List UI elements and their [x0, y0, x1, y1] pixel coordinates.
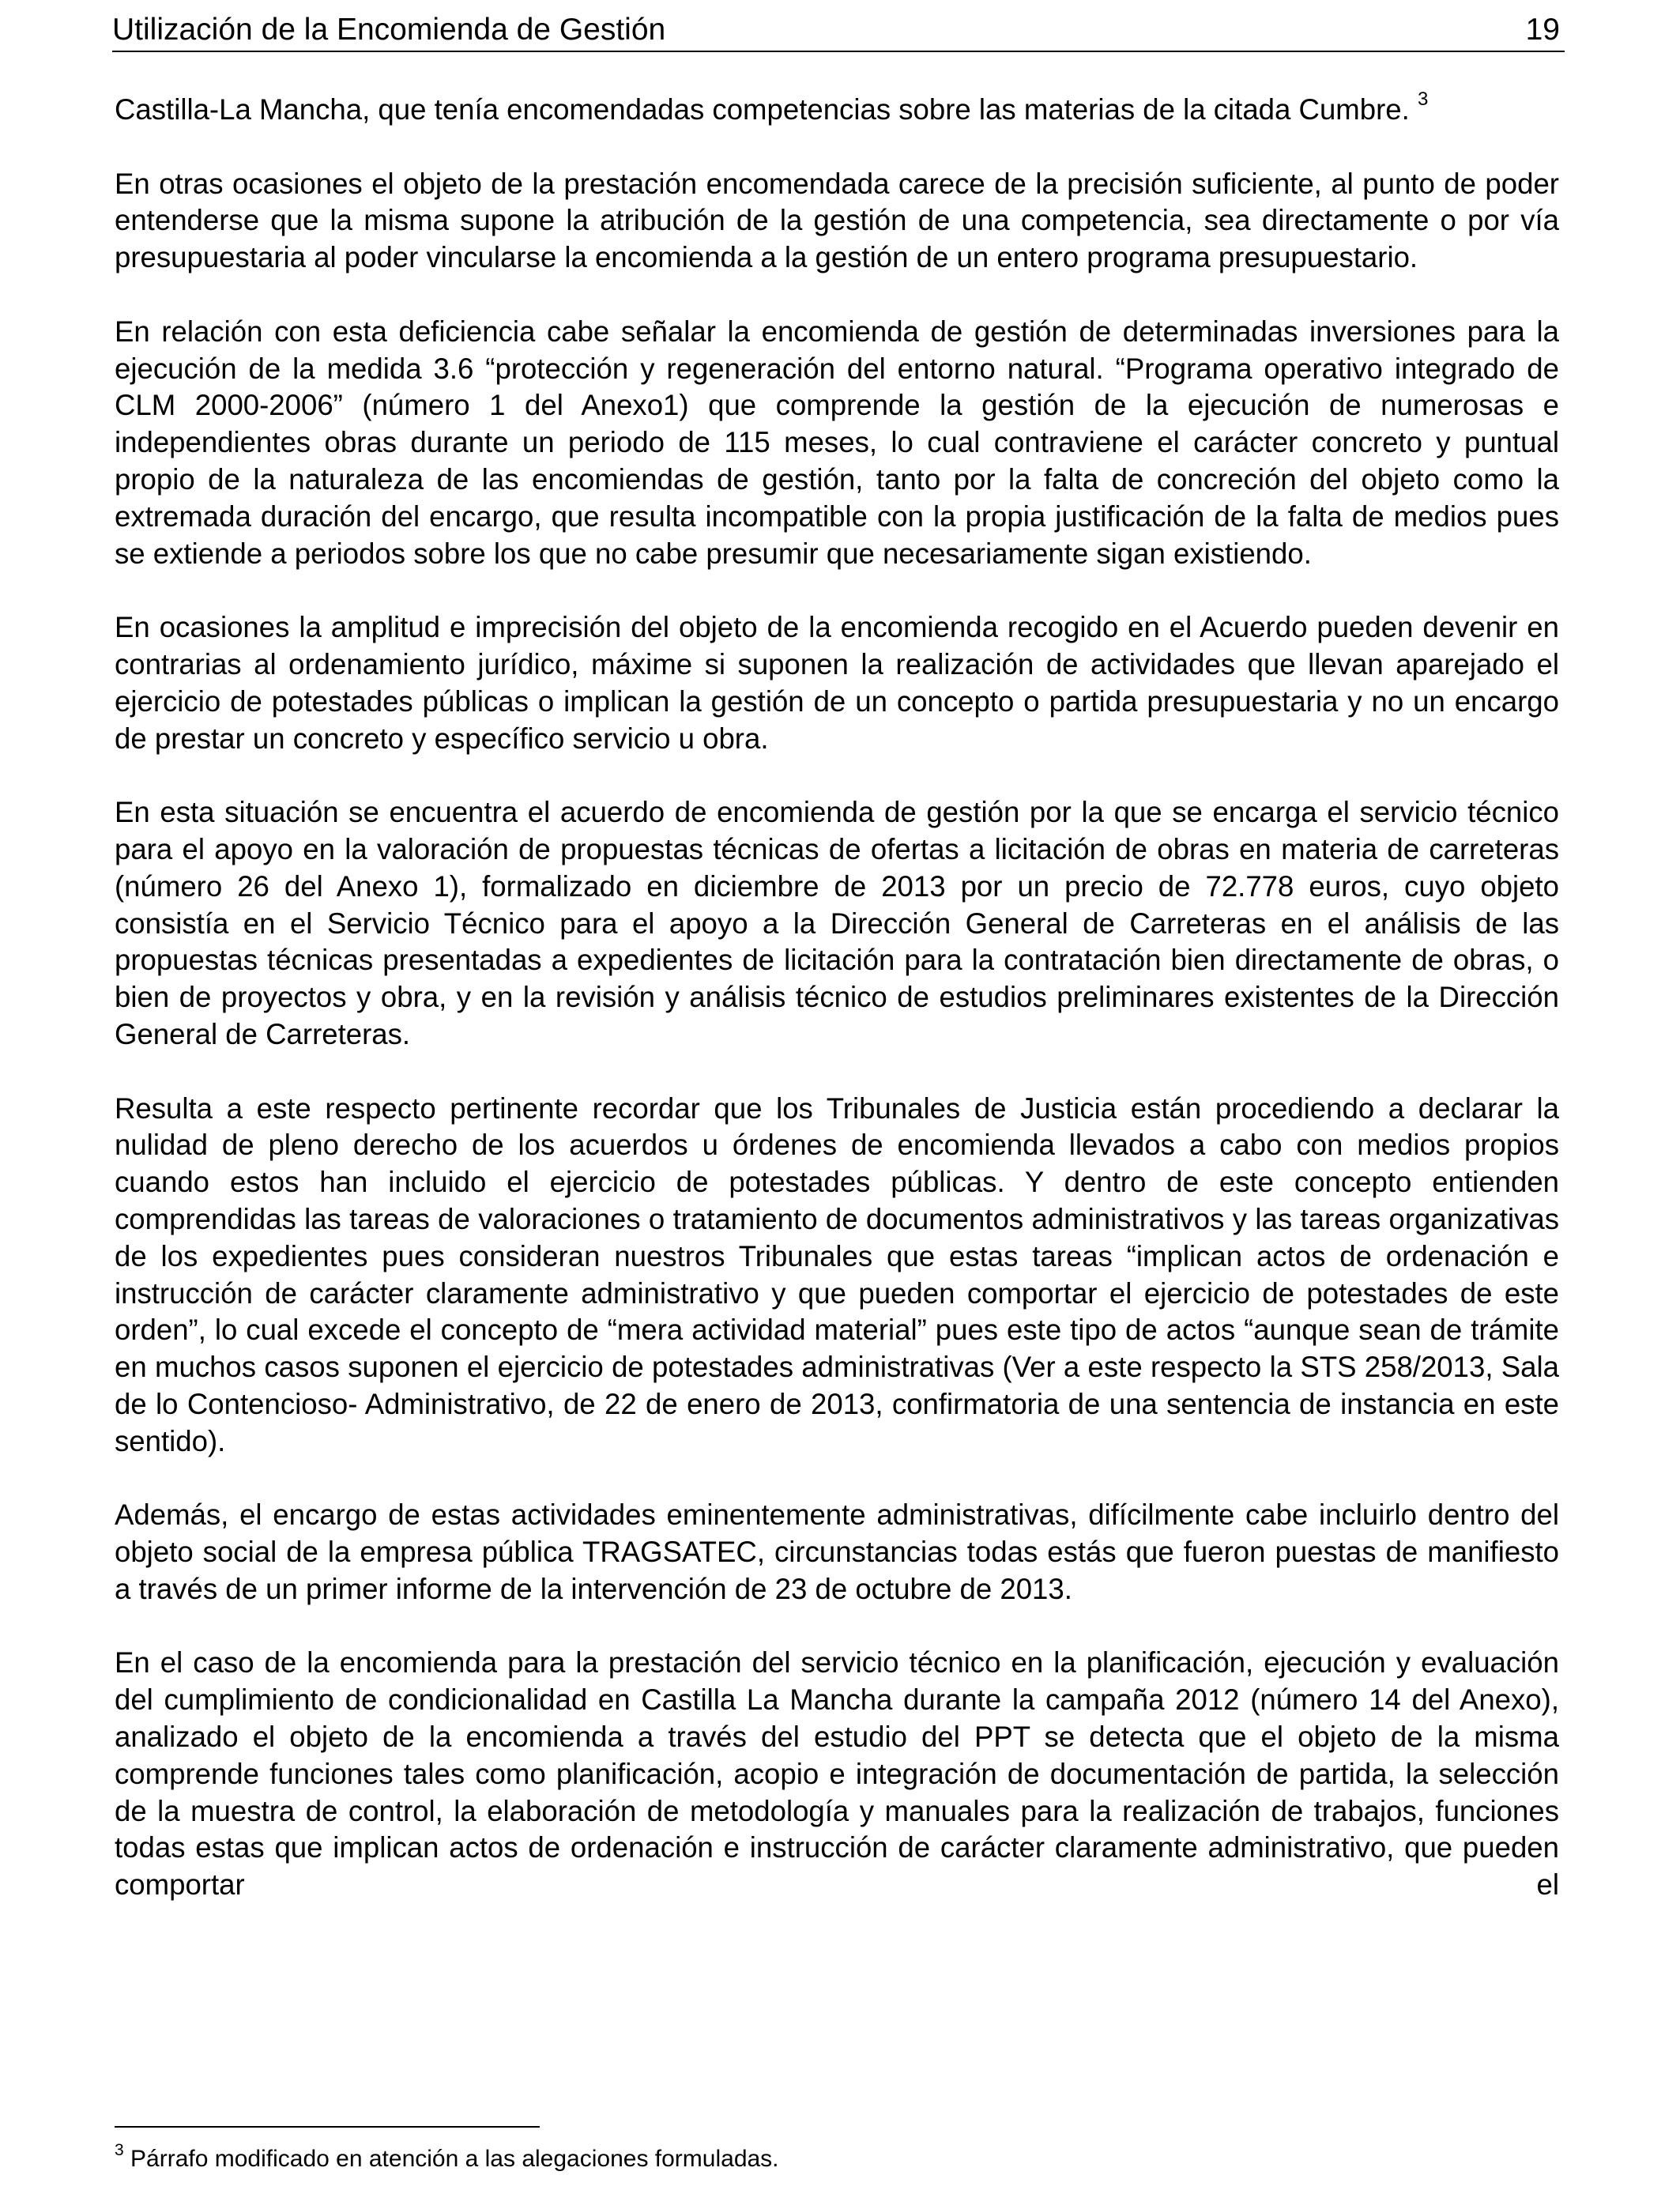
paragraph-2: En otras ocasiones el objeto de la prestación encomendada carece de la precisión suficiente, al punto de poder entenderse que la misma supone la atribución de la gestión de una competencia, sea directamente o por vía presupuestaria al poder vincularse la encomienda a la gestión de un entero programa presupuestario. — [115, 167, 1559, 274]
footnote-number: 3 — [115, 2141, 124, 2159]
paragraph-3: En relación con esta deficiencia cabe señalar la encomienda de gestión de determinadas inversiones para la ejecución de la medida 3.6 “protección y regeneración del entorno natural. “Programa operativo integrado de CLM 2000-2006” (número 1 del Anexo1) que comprende la gestión de la ejecución de numerosas e independientes obras durante un periodo de 115 meses, lo cual contraviene el carácter concreto y puntual propio de la naturaleza de las encomiendas de gestión, tanto por la falta de concreción del objeto como la extremada duración del encargo, que resulta incompatible con la propia justificación de la falta de medios pues se extiende a periodos sobre los que no cabe presumir que necesariamente sigan existiendo. — [115, 315, 1559, 570]
footnote-text: Párrafo modificado en atención a las alegaciones formuladas. — [130, 2146, 779, 2172]
paragraph-5: En esta situación se encuentra el acuerdo de encomienda de gestión por la que se encarga el servicio técnico para el apoyo en la valoración de propuestas técnicas de ofertas a licitación de obras en materia de carreteras (número 26 del Anexo 1), formalizado en diciembre de 2013 por un precio de 72.778 euros, cuyo objeto consistía en el Servicio Técnico para el apoyo a la Dirección General de Carreteras en el análisis de las propuestas técnicas presentadas a expedientes de licitación para la contratación bien directamente de obras, o bien de proyectos y obra, y en la revisión y análisis técnico de estudios preliminares existentes de la Dirección General de Carreteras. — [115, 796, 1559, 1050]
paragraph-1 — [115, 89, 1559, 129]
footnote — [115, 2143, 1559, 2175]
footnote-separator — [115, 2126, 540, 2128]
footnote-reference[interactable]: 3 — [1417, 89, 1429, 110]
document-body — [115, 89, 1559, 1904]
page-header — [112, 9, 1565, 52]
paragraph-4: En ocasiones la amplitud e imprecisión del objeto de la encomienda recogido en el Acuerdo pueden devenir en contrarias al ordenamiento jurídico, máxime si suponen la realización de actividades que llevan aparejado el ejercicio de potestades públicas o implican la gestión de un concepto o partida presupuestaria y no un encargo de prestar un concreto y específico servicio u obra. — [115, 611, 1559, 755]
paragraph-1-text: Castilla-La Mancha, que tenía encomendadas competencias sobre las materias de la citada Cumbre. — [115, 93, 1410, 126]
header-title: Utilización de la Encomienda de Gestión — [112, 13, 666, 47]
page-number: 19 — [1525, 13, 1560, 47]
paragraph-6: Resulta a este respecto pertinente recordar que los Tribunales de Justicia están procediendo a declarar la nulidad de pleno derecho de los acuerdos u órdenes de encomienda llevados a cabo con medios propios cuando estos han incluido el ejercicio de potestades públicas. Y dentro de este concepto entienden comprendidas las tareas de valoraciones o tratamiento de documentos administrativos y las tareas organizativas de los expedientes pues consideran nuestros Tribunales que estas tareas “implican actos de ordenación e instrucción de carácter claramente administrativo y que pueden comportar el ejercicio de potestades de este orden”, lo cual excede el concepto de “mera actividad material” pues este tipo de actos “aunque sean de trámite en muchos casos suponen el ejercicio de potestades administrativas (Ver a este respecto la STS 258/2013, Sala de lo Contencioso- Administrativo, de 22 de enero de 2013, confirmatoria de una sentencia de instancia en este sentido). — [115, 1091, 1559, 1457]
paragraph-8: En el caso de la encomienda para la prestación del servicio técnico en la planificación, ejecución y evaluación del cumplimiento de condicionalidad en Castilla La Mancha durante la campaña 2012 (número 14 del Anexo), analizado el objeto de la encomienda a través del estudio del PPT se detecta que el objeto de la misma comprende funciones tales como planificación, acopio e integración de documentación de partida, la selección de la muestra de control, la elaboración de metodología y manuales para la realización de trabajos, funciones todas estas que implican actos de ordenación e instrucción de carácter claramente administrativo, que pueden comportar el — [115, 1646, 1559, 1902]
paragraph-7: Además, el encargo de estas actividades eminentemente administrativas, difícilmente cabe incluirlo dentro del objeto social de la empresa pública TRAGSATEC, circunstancias todas estás que fueron puestas de manifiesto a través de un primer informe de la intervención de 23 de octubre de 2013. — [115, 1498, 1559, 1605]
